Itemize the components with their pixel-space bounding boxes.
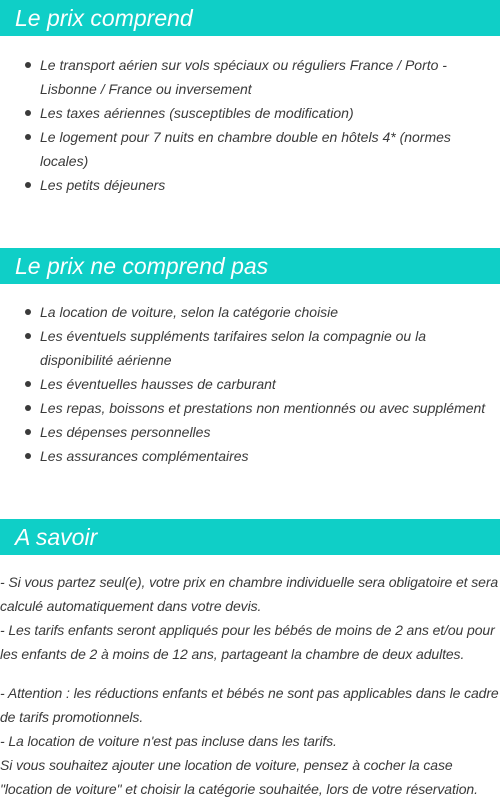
list-item-text: Le logement pour 7 nuits en chambre double en hôtels 4* (normes locales) bbox=[40, 129, 451, 169]
list-item-text: Les dépenses personnelles bbox=[40, 424, 211, 440]
info-block bbox=[0, 570, 500, 801]
list-item bbox=[0, 300, 500, 324]
list-item-text: Les petits déjeuners bbox=[40, 177, 166, 193]
section-heading-info: A savoir bbox=[0, 519, 500, 555]
info-paragraph: - Les tarifs enfants seront appliqués pour les bébés de moins de 2 ans et/ou pour les enfants de 2 à moins de 12 ans, partageant la chambre de deux adultes. bbox=[0, 622, 495, 662]
bullet-icon bbox=[25, 62, 31, 68]
list-item bbox=[0, 396, 500, 420]
list-item-text: Les éventuelles hausses de carburant bbox=[40, 376, 276, 392]
bullet-icon bbox=[25, 309, 31, 315]
list-item-text: Les repas, boissons et prestations non mentionnés ou avec supplément bbox=[40, 400, 486, 416]
list-item bbox=[0, 372, 500, 396]
info-paragraph: - Attention : les réductions enfants et bébés ne sont pas applicables dans le cadre de tarifs promotionnels. bbox=[0, 685, 499, 725]
list-item bbox=[0, 173, 500, 197]
section-heading-excludes: Le prix ne comprend pas bbox=[0, 248, 500, 284]
bullet-icon bbox=[25, 405, 31, 411]
list-item bbox=[0, 125, 500, 173]
includes-list bbox=[0, 53, 500, 197]
list-item bbox=[0, 420, 500, 444]
list-item-text: Les assurances complémentaires bbox=[40, 448, 249, 464]
list-item-text: La location de voiture, selon la catégorie choisie bbox=[40, 304, 339, 320]
bullet-icon bbox=[25, 429, 31, 435]
list-item bbox=[0, 101, 500, 125]
section-heading-includes: Le prix comprend bbox=[0, 0, 500, 36]
bullet-icon bbox=[25, 182, 31, 188]
bullet-icon bbox=[25, 134, 31, 140]
list-item-text: Le transport aérien sur vols spéciaux ou réguliers France / Porto - Lisbonne / France ou inversement bbox=[40, 57, 447, 97]
list-item-text: Les taxes aériennes (susceptibles de modification) bbox=[40, 105, 354, 121]
paragraph-spacer bbox=[0, 666, 500, 681]
bullet-icon bbox=[25, 110, 31, 116]
info-paragraph: - Si vous partez seul(e), votre prix en chambre individuelle sera obligatoire et sera calculé automatiquement dans votre devis. bbox=[0, 574, 499, 614]
bullet-icon bbox=[25, 333, 31, 339]
list-item-text: Les éventuels suppléments tarifaires selon la compagnie ou la disponibilité aérienne bbox=[40, 328, 427, 368]
list-item bbox=[0, 324, 500, 372]
info-paragraph: - La location de voiture n'est pas incluse dans les tarifs. bbox=[0, 733, 337, 749]
excludes-list bbox=[0, 300, 500, 468]
list-item bbox=[0, 444, 500, 468]
bullet-icon bbox=[25, 381, 31, 387]
bullet-icon bbox=[25, 453, 31, 459]
list-item bbox=[0, 53, 500, 101]
info-paragraph: Si vous souhaitez ajouter une location de voiture, pensez à cocher la case "location de voiture" et choisir la catégorie souhaitée, lors de votre réservation. bbox=[0, 757, 478, 797]
